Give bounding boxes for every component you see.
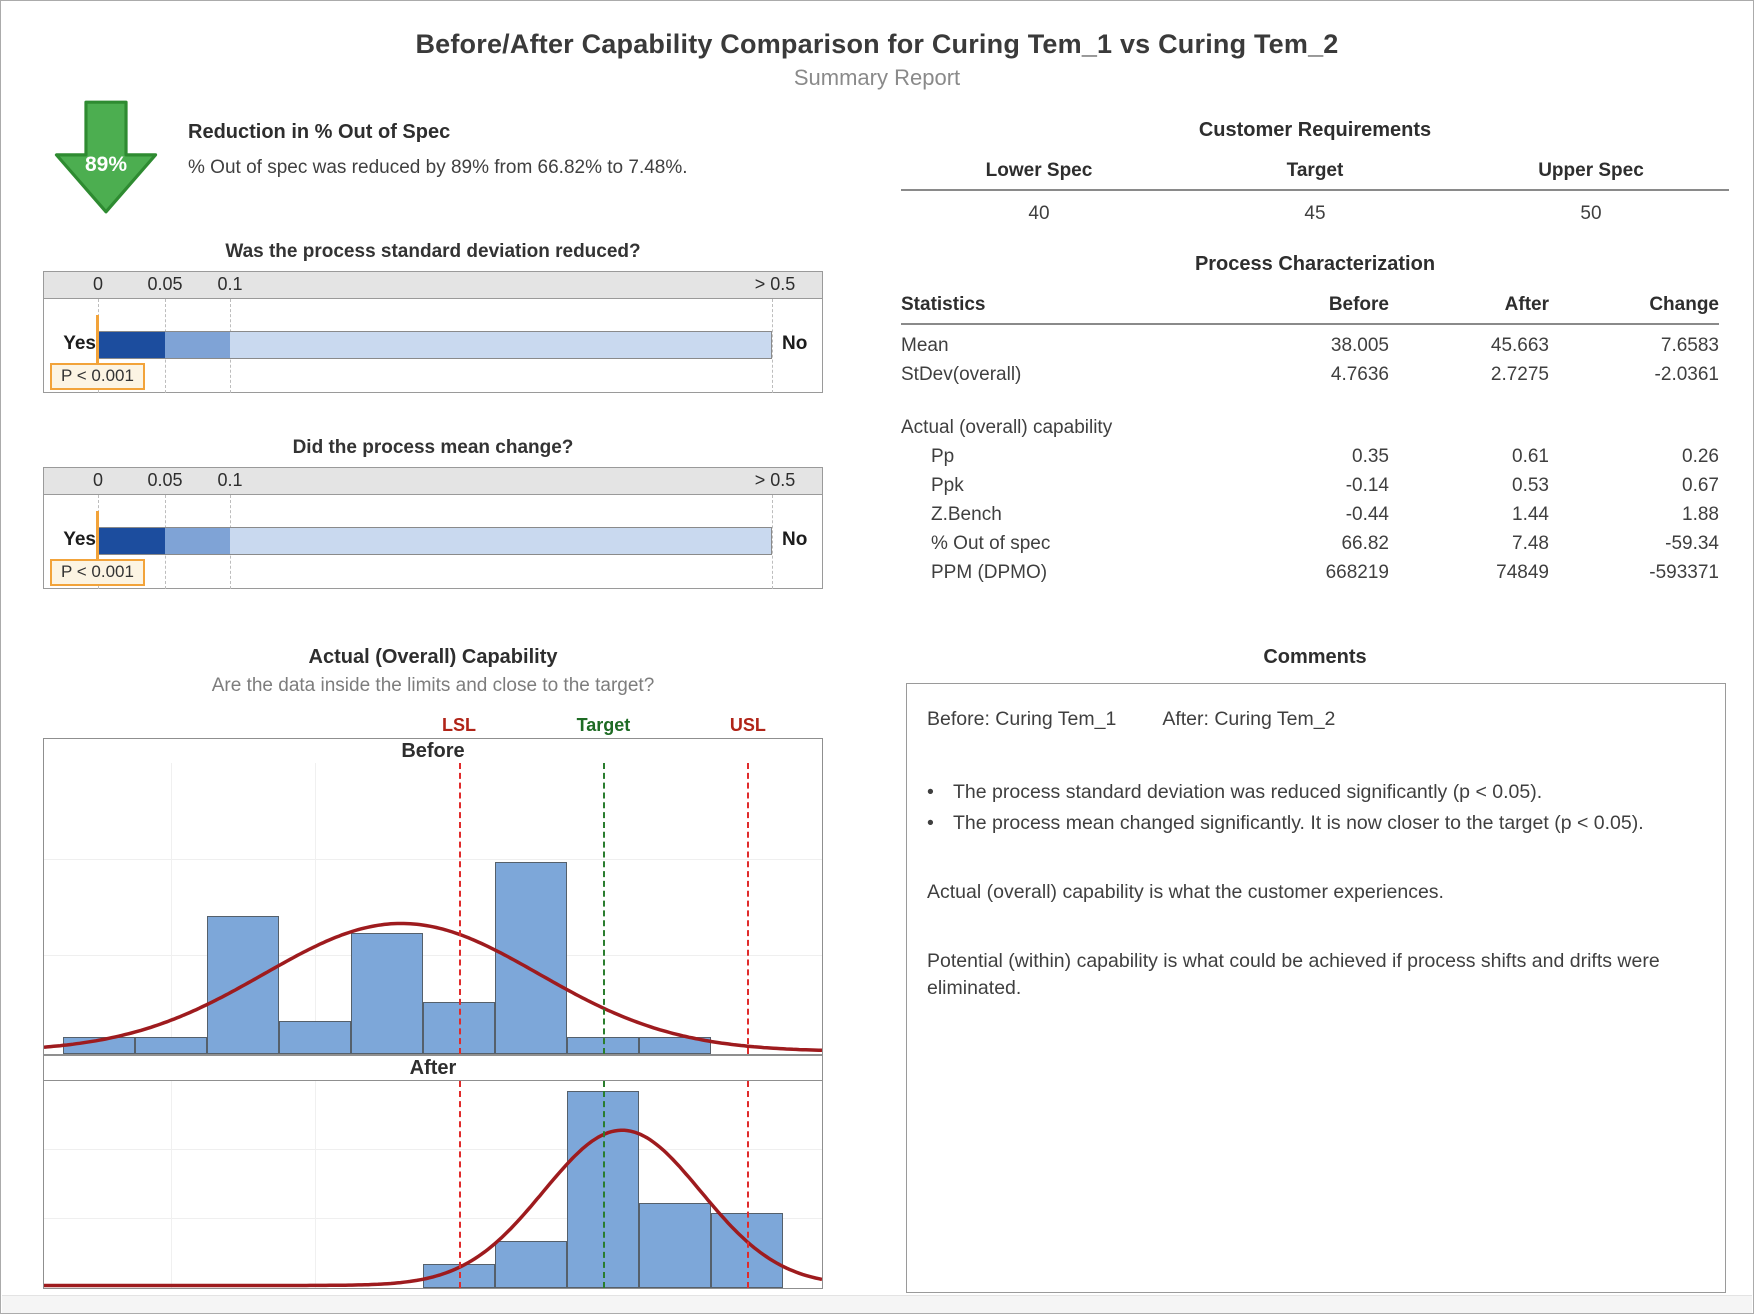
upper-spec-value: 50 xyxy=(1580,203,1602,224)
row-label: % Out of spec xyxy=(931,533,1051,554)
pvalue-callout: P < 0.001 xyxy=(50,559,145,586)
gridline xyxy=(44,859,822,860)
bullet-icon: • xyxy=(927,811,934,834)
no-label: No xyxy=(782,529,808,550)
row-value: 0.53 xyxy=(1512,475,1549,496)
histogram-bar xyxy=(207,916,279,1054)
target-line xyxy=(603,1081,605,1288)
capability-subtitle: Are the data inside the limits and close to the target? xyxy=(211,675,655,696)
row-label: PPM (DPMO) xyxy=(931,562,1048,583)
tick-005: 0.05 xyxy=(147,274,183,294)
mean-question-title: Did the process mean change? xyxy=(292,437,574,458)
pvalue-band-significant xyxy=(98,331,165,359)
pvalue-marker xyxy=(96,511,99,561)
after-panel-band: After xyxy=(43,1055,823,1081)
customer-requirements-title: Customer Requirements xyxy=(1198,119,1432,141)
comment-bullet xyxy=(927,810,1705,837)
histogram-bar xyxy=(495,862,567,1054)
row-value: 7.48 xyxy=(1512,533,1549,554)
row-value: 74849 xyxy=(1496,562,1549,583)
col-header-before: Before xyxy=(1239,290,1389,325)
tick-01: 0.1 xyxy=(217,274,243,294)
bullet-text: The process standard deviation was reduced significantly (p < 0.05). xyxy=(953,780,1543,803)
row-value: -0.44 xyxy=(1345,504,1389,525)
histogram-bar xyxy=(279,1021,351,1054)
gridline xyxy=(772,495,773,589)
row-label: Z.Bench xyxy=(931,504,1002,525)
col-header-target: Target xyxy=(1177,154,1453,191)
row-value: 38.005 xyxy=(1330,335,1389,356)
lower-spec-value: 40 xyxy=(1028,203,1050,224)
row-label: Pp xyxy=(931,446,955,467)
gridline xyxy=(171,1081,172,1288)
histogram-bar xyxy=(639,1037,711,1054)
col-header-statistics: Statistics xyxy=(901,290,1239,325)
row-value: 66.82 xyxy=(1341,533,1389,554)
lsl-line xyxy=(459,1081,461,1288)
gridline xyxy=(44,1149,822,1150)
lsl-label: LSL xyxy=(442,715,476,735)
lsl-line xyxy=(459,763,461,1054)
pvalue-band-nonsignificant xyxy=(230,331,772,359)
row-label: StDev(overall) xyxy=(901,364,1022,385)
row-value: -593371 xyxy=(1649,562,1719,583)
row-label: Ppk xyxy=(931,475,964,496)
row-value: 0.26 xyxy=(1682,446,1719,467)
pvalue-scale-strip xyxy=(44,272,822,299)
capability-title: Actual (Overall) Capability xyxy=(308,646,558,668)
comment-paragraph: Actual (overall) capability is what the customer experiences. xyxy=(927,880,1444,903)
tick-0: 0 xyxy=(92,274,104,294)
comments-box xyxy=(906,683,1726,1293)
gridline xyxy=(772,299,773,393)
page-subtitle: Summary Report xyxy=(793,65,961,90)
usl-label: USL xyxy=(729,715,766,735)
row-value: 1.44 xyxy=(1512,504,1549,525)
reduction-arrow-icon xyxy=(53,99,159,215)
tick-005: 0.05 xyxy=(147,470,183,490)
row-value: -0.14 xyxy=(1345,475,1389,496)
pvalue-marker xyxy=(96,315,99,365)
pvalue-scale-strip xyxy=(44,468,822,495)
stdev-pvalue-chart xyxy=(43,271,823,393)
row-value: 4.7636 xyxy=(1330,364,1389,385)
before-panel-band: Before xyxy=(43,738,823,764)
after-column-label: After: Curing Tem_2 xyxy=(1162,708,1336,730)
no-label: No xyxy=(782,333,808,354)
customer-requirements-table xyxy=(901,119,1729,225)
reduction-body: % Out of spec was reduced by 89% from 66.82% to 7.48%. xyxy=(188,157,688,178)
bottom-strip xyxy=(2,1295,1752,1313)
reduction-percent: 89% xyxy=(84,153,128,176)
gridline xyxy=(315,763,316,1054)
tick-gt05: > 0.5 xyxy=(754,274,796,294)
pvalue-callout: P < 0.001 xyxy=(50,363,145,390)
process-characterization-title: Process Characterization xyxy=(1194,253,1436,275)
comments-title: Comments xyxy=(1263,646,1367,668)
row-value: 668219 xyxy=(1325,562,1389,583)
histogram-bar xyxy=(63,1037,135,1054)
pvalue-scale-body xyxy=(44,299,822,393)
tick-gt05: > 0.5 xyxy=(754,470,796,490)
yes-label: Yes xyxy=(63,529,96,550)
col-header-after: After xyxy=(1389,290,1549,325)
row-value: 0.35 xyxy=(1352,446,1389,467)
col-header-change: Change xyxy=(1549,290,1719,325)
after-plot xyxy=(43,1081,823,1289)
process-characterization-table xyxy=(901,253,1729,588)
histogram-bar xyxy=(135,1037,207,1054)
reduction-heading: Reduction in % Out of Spec xyxy=(188,121,451,143)
row-value: 0.67 xyxy=(1682,475,1719,496)
target-label: Target xyxy=(576,715,631,735)
pvalue-scale-body xyxy=(44,495,822,589)
pvalue-band-significant xyxy=(98,527,165,555)
before-column-label: Before: Curing Tem_1 xyxy=(927,708,1117,730)
histogram-bar xyxy=(639,1203,711,1288)
row-value: 1.88 xyxy=(1682,504,1719,525)
row-value: 7.6583 xyxy=(1660,335,1719,356)
comment-paragraph: Potential (within) capability is what could be achieved if process shifts and drifts were eliminated. xyxy=(927,949,1660,999)
stdev-question-title: Was the process standard deviation reduced? xyxy=(225,241,641,262)
usl-line xyxy=(747,763,749,1054)
histogram-bar xyxy=(495,1241,567,1288)
target-line xyxy=(603,763,605,1054)
usl-line xyxy=(747,1081,749,1288)
comparison-columns-line xyxy=(927,706,1705,733)
col-header-upper-spec: Upper Spec xyxy=(1453,154,1729,191)
row-value: 45.663 xyxy=(1490,335,1549,356)
pvalue-band-marginal xyxy=(165,331,230,359)
row-value: 2.7275 xyxy=(1490,364,1549,385)
row-label: Mean xyxy=(901,335,949,356)
bullet-text: The process mean changed significantly. It is now closer to the target (p < 0.05). xyxy=(953,811,1644,834)
tick-01: 0.1 xyxy=(217,470,243,490)
spec-label-row xyxy=(43,715,823,737)
tick-0: 0 xyxy=(92,470,104,490)
col-header-lower-spec: Lower Spec xyxy=(901,154,1177,191)
section-label: Actual (overall) capability xyxy=(901,417,1113,438)
histogram-bar xyxy=(351,933,423,1054)
yes-label: Yes xyxy=(63,333,96,354)
row-value: 0.61 xyxy=(1512,446,1549,467)
pvalue-band-marginal xyxy=(165,527,230,555)
comment-bullet xyxy=(927,779,1705,806)
target-value: 45 xyxy=(1304,203,1326,224)
gridline xyxy=(44,955,822,956)
bullet-icon: • xyxy=(927,780,934,803)
mean-pvalue-chart xyxy=(43,467,823,589)
gridline xyxy=(315,1081,316,1288)
page-title: Before/After Capability Comparison for Curing Tem_1 vs Curing Tem_2 xyxy=(415,29,1339,59)
pvalue-band-nonsignificant xyxy=(230,527,772,555)
row-value: -2.0361 xyxy=(1654,364,1719,385)
row-value: -59.34 xyxy=(1665,533,1719,554)
before-plot xyxy=(43,763,823,1055)
gridline xyxy=(171,763,172,1054)
